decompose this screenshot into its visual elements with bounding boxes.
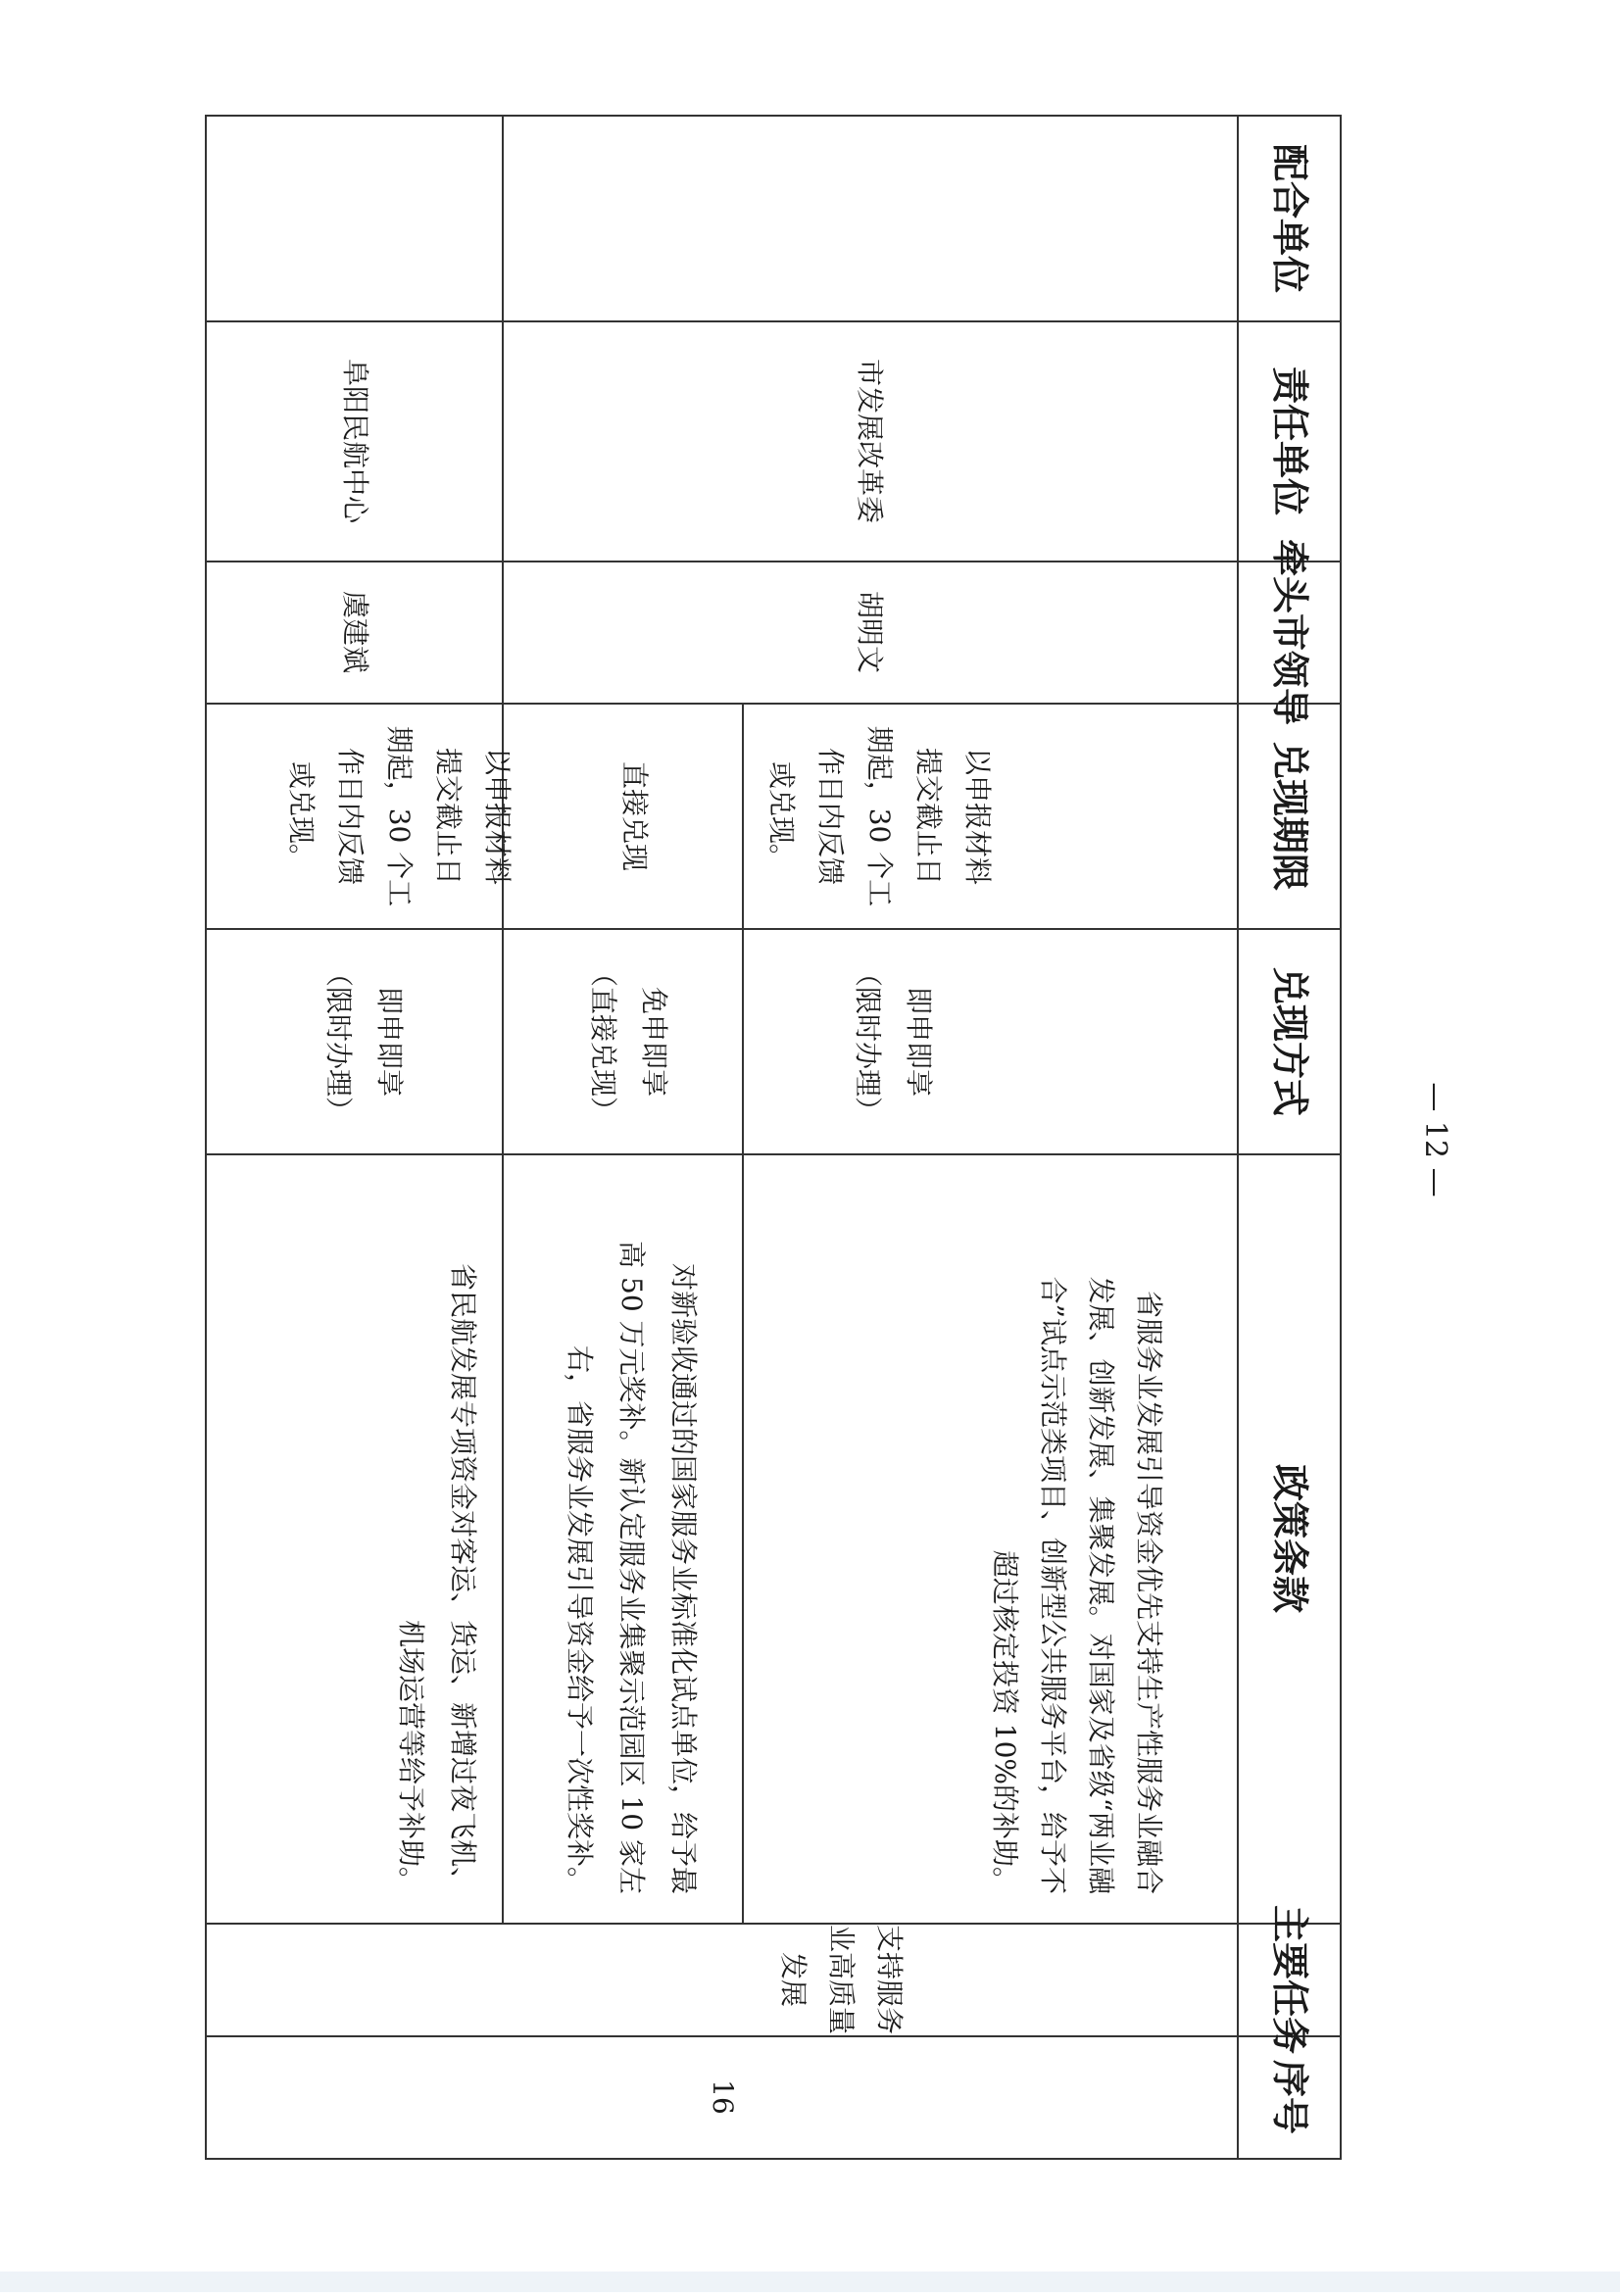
text-line: 以申报材料 (961, 747, 994, 886)
policy-2-deadline (618, 761, 651, 871)
row-seq: 16 (707, 2079, 740, 2115)
header-method: 兑现方式 (1268, 966, 1311, 1117)
text-line: 直接兑现 (618, 760, 651, 872)
header-policy: 政策条款 (1268, 1463, 1311, 1614)
text-line: 发展、创新发展、集聚发展。对国家及省级“两业融 (1085, 1276, 1117, 1894)
policy-3-text (395, 1263, 479, 1894)
text-line: 或兑现。 (765, 760, 798, 872)
text-line: 机场运营等给予补助。 (395, 1619, 427, 1894)
table-header (1268, 144, 1311, 2134)
text-line: 合”试点示范类项目、创新型公共服务平台，给予不 (1037, 1276, 1069, 1894)
text-line: （限时办理） (852, 958, 884, 1125)
policy-1-text (989, 1277, 1165, 1895)
text-line: 提交截止日 (912, 747, 945, 886)
text-line: 省民航发展专项资金对客运、货运、新增过夜飞机、 (447, 1262, 479, 1894)
text-line: 作日内反馈 (814, 747, 847, 886)
header-leader: 牵头市领导 (1268, 538, 1311, 726)
text-line: 发展 (777, 1951, 810, 2008)
header-resp: 责任单位 (1268, 366, 1311, 516)
text-line: 即申即享 (373, 986, 406, 1098)
policy-1-method (852, 959, 935, 1124)
policy-3-method (322, 959, 406, 1124)
policy-2-text (564, 1241, 700, 1894)
text-line: 高 50 万元奖补。新认定服务业集聚示范园区 10 家左 (615, 1241, 648, 1894)
text-line: 右，省服务业发展引导资金给予一次性奖补。 (564, 1344, 596, 1894)
text-line: 对新验收通过的国家服务业标准化试点单位，给予最 (667, 1262, 700, 1894)
page-number: — 12 — (1418, 1082, 1453, 1197)
text-line: （直接兑现） (587, 958, 619, 1125)
text-line: 即申即享 (903, 986, 935, 1098)
text-line: 作日内反馈 (334, 747, 367, 886)
text-line: 或兑现。 (285, 760, 318, 872)
text-line: 以申报材料 (481, 747, 514, 886)
scan-edge (0, 2272, 1620, 2292)
text-line: 期起，30 个工 (383, 725, 416, 907)
policy-1-deadline (765, 726, 994, 907)
row-task (777, 1925, 906, 2034)
resp-unit-1: 市发展改革委 (854, 358, 887, 524)
text-line: 免申即享 (638, 986, 670, 1098)
policy-2-method (587, 959, 670, 1124)
policy-3-deadline (285, 726, 514, 907)
leader-1: 胡明文 (854, 590, 887, 674)
text-line: 提交截止日 (432, 747, 465, 886)
leader-2: 虞建斌 (339, 590, 372, 674)
table-grid (206, 116, 1341, 2159)
header-coop: 配合单位 (1268, 143, 1311, 294)
header-task: 主要任务 (1268, 1904, 1311, 2055)
text-line: 支持服务 (873, 1924, 906, 2035)
text-line: 期起，30 个工 (863, 725, 896, 907)
table-body (285, 116, 1341, 2115)
header-seq: 序号 (1268, 2059, 1311, 2135)
text-line: 业高质量 (825, 1924, 858, 2035)
header-deadline: 兑现期限 (1268, 741, 1311, 892)
resp-unit-2: 阜阳民航中心 (339, 358, 372, 524)
text-line: （限时办理） (322, 958, 355, 1125)
text-line: 省服务业发展引导资金优先支持生产性服务业融合 (1133, 1290, 1165, 1894)
text-line: 超过核定投资 10%的补助。 (989, 1549, 1021, 1894)
